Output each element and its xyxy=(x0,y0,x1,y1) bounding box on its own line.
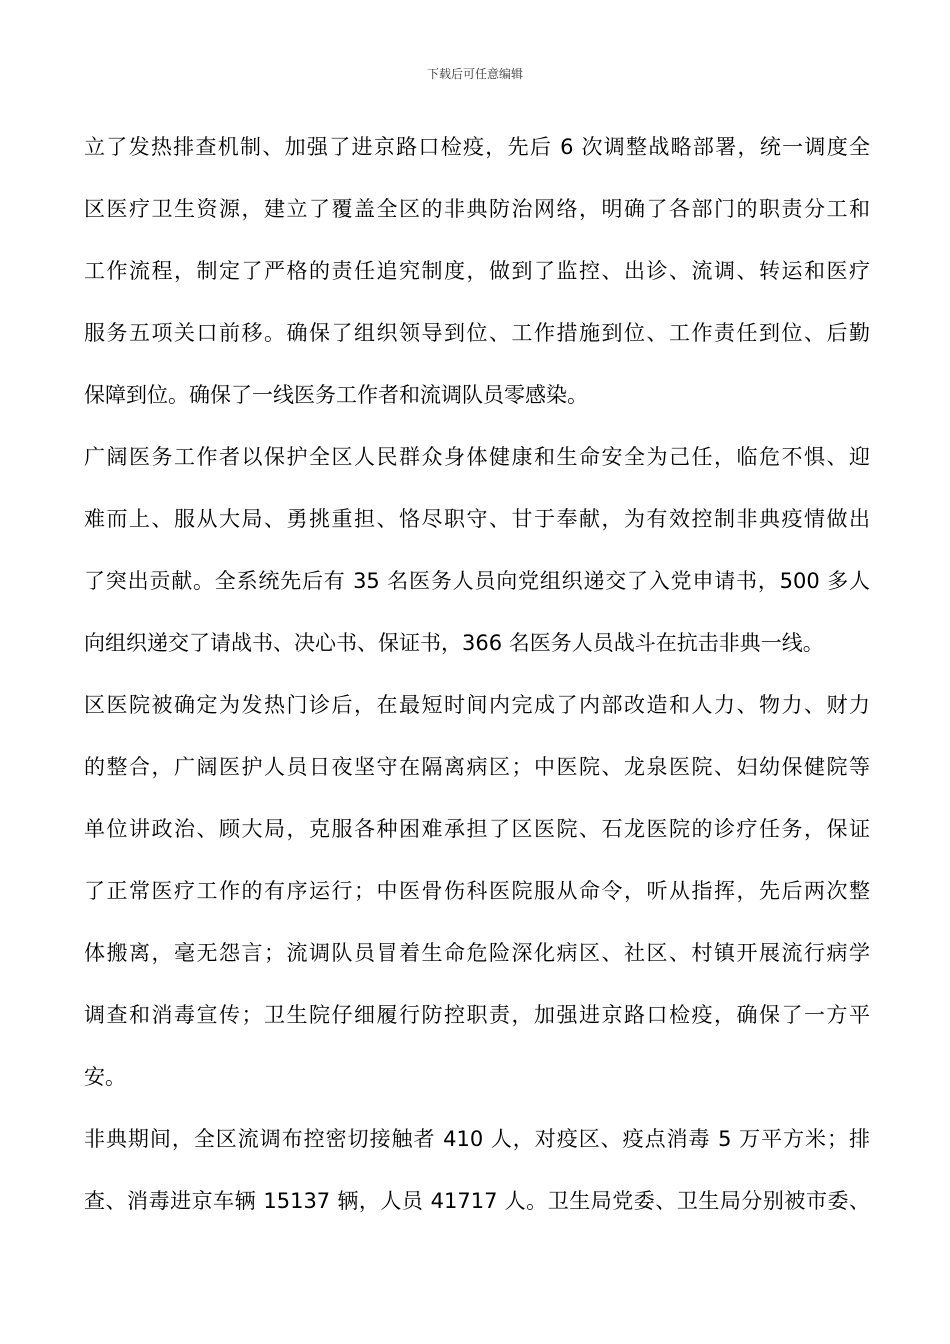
text-line: 立了发热排查机制、加强了进京路口检疫，先后 6 次调整战略部署，统一调度全 xyxy=(84,135,870,159)
paragraph-2 xyxy=(84,426,870,674)
text-line: 查、消毒进京车辆 15137 辆，人员 41717 人。卫生局党委、卫生局分别被市委、 xyxy=(84,1189,870,1213)
text-line: 的整合，广阔医护人员日夜坚守在隔离病区；中医院、龙泉医院、妇幼保健院等 xyxy=(84,755,870,779)
paragraph-1 xyxy=(84,116,870,426)
document-body xyxy=(84,116,870,1232)
text-line: 向组织递交了请战书、决心书、保证书，366 名医务人员战斗在抗击非典一线。 xyxy=(84,631,824,655)
text-line: 调查和消毒宣传；卫生院仔细履行防控职责，加强进京路口检疫，确保了一方平 xyxy=(84,1003,870,1027)
text-line: 了突出贡献。全系统先后有 35 名医务人员向党组织递交了入党申请书，500 多人 xyxy=(84,569,870,593)
text-line: 非典期间，全区流调布控密切接触者 410 人，对疫区、疫点消毒 5 万平方米；排 xyxy=(84,1127,870,1151)
text-line: 单位讲政治、顾大局，克服各种困难承担了区医院、石龙医院的诊疗任务，保证 xyxy=(84,817,870,841)
text-line: 服务五项关口前移。确保了组织领导到位、工作措施到位、工作责任到位、后勤 xyxy=(84,321,870,345)
text-line: 难而上、服从大局、勇挑重担、恪尽职守、甘于奉献，为有效控制非典疫情做出 xyxy=(84,507,870,531)
text-line: 体搬离，毫无怨言；流调队员冒着生命危险深化病区、社区、村镇开展流行病学 xyxy=(84,941,870,965)
text-line: 保障到位。确保了一线医务工作者和流调队员零感染。 xyxy=(84,383,588,407)
paragraph-4 xyxy=(84,1108,870,1232)
text-line: 工作流程，制定了严格的责任追究制度，做到了监控、出诊、流调、转运和医疗 xyxy=(84,259,870,283)
text-line: 广阔医务工作者以保护全区人民群众身体健康和生命安全为己任，临危不惧、迎 xyxy=(84,445,870,469)
text-line: 安。 xyxy=(84,1065,126,1089)
text-line: 区医疗卫生资源，建立了覆盖全区的非典防治网络，明确了各部门的职责分工和 xyxy=(84,197,870,221)
page-header: 下载后可任意编辑 xyxy=(426,67,523,81)
text-line: 区医院被确定为发热门诊后，在最短时间内完成了内部改造和人力、物力、财力 xyxy=(84,693,870,717)
text-line: 了正常医疗工作的有序运行；中医骨伤科医院服从命令，听从指挥，先后两次整 xyxy=(84,879,870,903)
paragraph-3 xyxy=(84,674,870,1108)
